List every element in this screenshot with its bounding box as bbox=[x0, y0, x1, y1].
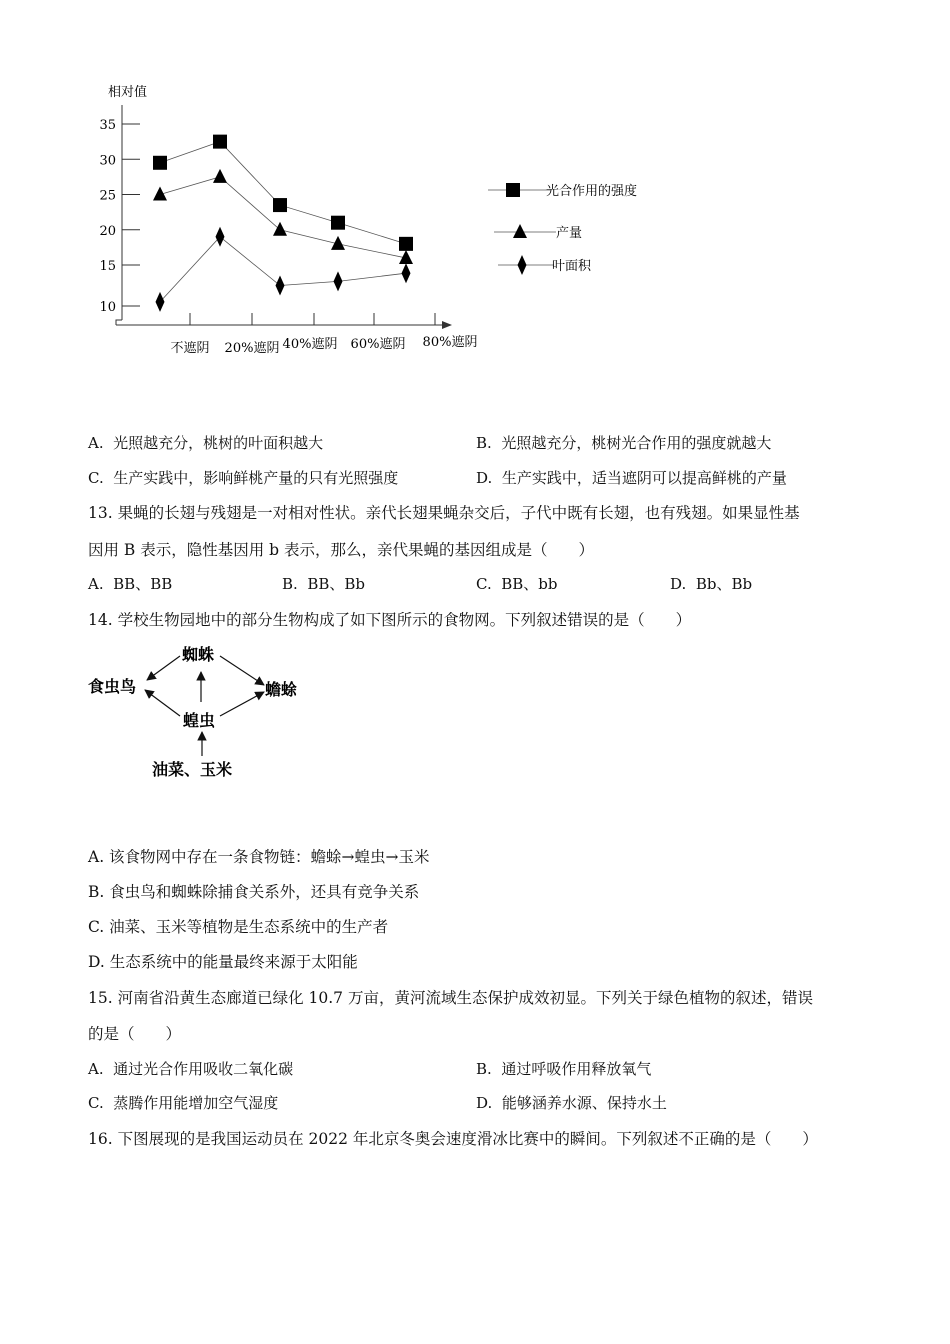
option-text: 生产实践中，适当遮阴可以提高鲜桃的产量 bbox=[501, 469, 787, 487]
legend-label: 光合作用的强度 bbox=[546, 184, 638, 199]
y-tick-label: 30 bbox=[99, 153, 116, 169]
axis-break bbox=[116, 320, 122, 325]
option-letter: D. bbox=[476, 1094, 493, 1112]
data-point-diamond bbox=[334, 271, 343, 291]
legend-marker-square bbox=[506, 183, 520, 197]
option-letter: B. bbox=[282, 575, 298, 593]
data-point-square bbox=[399, 237, 413, 251]
data-point-square bbox=[273, 198, 287, 212]
y-tick-label: 25 bbox=[99, 188, 116, 204]
q13-stem-line1: 13. 果蝇的长翅与残翅是一对相对性状。亲代长翅果蝇杂交后，子代中既有长翅，也有残翅。如果显性基 bbox=[88, 504, 800, 522]
q13-stem-line2: 因用 B 表示，隐性基因用 b 表示，那么，亲代果蝇的基因组成是（ ） bbox=[88, 541, 595, 559]
y-tick-label: 15 bbox=[99, 259, 116, 274]
option-text: 通过光合作用吸收二氧化碳 bbox=[113, 1060, 294, 1078]
series-line-2 bbox=[160, 237, 406, 302]
q15-stem-line1: 15. 河南省沿黄生态廊道已绿化 10.7 万亩，黄河流域生态保护成效初显。下列关于绿色植物的叙述，错误 bbox=[88, 989, 813, 1007]
legend-item bbox=[488, 183, 637, 199]
option-text: BB、BB bbox=[113, 575, 173, 593]
shading-line-chart bbox=[80, 75, 680, 375]
q14-option-c[interactable]: C. 油菜、玉米等植物是生态系统中的生产者 bbox=[88, 918, 389, 936]
q13-option-a[interactable] bbox=[88, 573, 172, 594]
data-point-diamond bbox=[156, 292, 165, 312]
data-point-diamond bbox=[402, 263, 411, 283]
q15-option-d[interactable] bbox=[476, 1092, 667, 1113]
option-letter: B. bbox=[476, 1060, 492, 1078]
data-point-diamond bbox=[216, 227, 225, 247]
option-letter: C. bbox=[88, 469, 104, 487]
node-locust: 蝗虫 bbox=[183, 711, 216, 730]
option-letter: A. bbox=[88, 575, 104, 593]
q15-option-c[interactable] bbox=[88, 1092, 278, 1113]
arrow-spider-to-toad bbox=[220, 656, 264, 685]
x-tick-label: 20%遮阴 bbox=[224, 341, 280, 356]
data-point-triangle bbox=[213, 169, 227, 183]
option-text: BB、bb bbox=[501, 575, 558, 593]
series-line-1 bbox=[160, 177, 406, 258]
q12-option-c[interactable] bbox=[88, 467, 398, 488]
data-point-triangle bbox=[153, 187, 167, 201]
arrow-locust-to-toad bbox=[220, 692, 264, 716]
legend-item bbox=[494, 224, 582, 241]
option-letter: B. bbox=[476, 434, 492, 452]
data-point-square bbox=[153, 156, 167, 170]
legend-label: 叶面积 bbox=[552, 259, 592, 274]
legend-item bbox=[498, 255, 592, 275]
q15-option-b[interactable] bbox=[476, 1058, 651, 1079]
option-text: Bb、Bb bbox=[695, 575, 753, 593]
q13-option-d[interactable] bbox=[670, 573, 752, 594]
option-text: 蒸腾作用能增加空气湿度 bbox=[113, 1094, 279, 1112]
q14-stem: 14. 学校生物园地中的部分生物构成了如下图所示的食物网。下列叙述错误的是（ ） bbox=[88, 611, 692, 629]
node-insectivorous-bird: 食虫鸟 bbox=[88, 677, 137, 696]
q15-option-a[interactable] bbox=[88, 1058, 293, 1079]
option-text: 通过呼吸作用释放氧气 bbox=[501, 1060, 652, 1078]
q12-option-b[interactable] bbox=[476, 432, 771, 453]
arrow-locust-to-bird bbox=[145, 690, 180, 716]
q12-option-a[interactable] bbox=[88, 432, 323, 453]
data-point-diamond bbox=[276, 276, 285, 296]
x-tick-label: 60%遮阴 bbox=[350, 337, 406, 352]
legend-marker-diamond bbox=[518, 255, 527, 275]
option-text: 光照越充分，桃树的叶面积越大 bbox=[113, 434, 324, 452]
option-letter: C. bbox=[476, 575, 492, 593]
q13-option-c[interactable] bbox=[476, 573, 558, 594]
q15-stem-line2: 的是（ ） bbox=[88, 1025, 182, 1043]
y-tick-label: 20 bbox=[99, 223, 116, 239]
data-point-square bbox=[213, 135, 227, 149]
node-toad: 蟾蜍 bbox=[265, 680, 298, 699]
node-rape-corn: 油菜、玉米 bbox=[152, 760, 233, 779]
option-letter: D. bbox=[476, 469, 493, 487]
data-point-triangle bbox=[273, 222, 287, 236]
y-tick-label: 10 bbox=[99, 300, 116, 315]
x-axis-arrow bbox=[442, 321, 452, 329]
arrow-spider-to-bird bbox=[147, 656, 180, 680]
q14-option-b[interactable]: B. 食虫鸟和蜘蛛除捕食关系外，还具有竞争关系 bbox=[88, 883, 420, 901]
option-text: BB、Bb bbox=[307, 575, 366, 593]
option-letter: C. bbox=[88, 1094, 104, 1112]
option-letter: A. bbox=[88, 434, 104, 452]
q14-option-d[interactable]: D. 生态系统中的能量最终来源于太阳能 bbox=[88, 953, 358, 971]
q12-option-d[interactable] bbox=[476, 467, 787, 488]
q14-option-a[interactable]: A. 该食物网中存在一条食物链：蟾蜍→蝗虫→玉米 bbox=[88, 848, 430, 866]
x-tick-label: 不遮阴 bbox=[170, 341, 210, 356]
y-tick-label: 35 bbox=[99, 118, 116, 133]
option-text: 光照越充分，桃树光合作用的强度就越大 bbox=[501, 434, 772, 452]
q16-stem: 16. 下图展现的是我国运动员在 2022 年北京冬奥会速度滑冰比赛中的瞬间。下列叙述不正确的是（ ） bbox=[88, 1130, 818, 1148]
food-web-diagram bbox=[80, 638, 320, 788]
x-tick-label: 80%遮阴 bbox=[422, 335, 478, 350]
node-spider: 蜘蛛 bbox=[182, 645, 215, 664]
option-text: 生产实践中，影响鲜桃产量的只有光照强度 bbox=[113, 469, 399, 487]
legend-marker-triangle bbox=[513, 224, 527, 238]
option-letter: A. bbox=[88, 1060, 104, 1078]
y-axis-label: 相对值 bbox=[108, 85, 148, 100]
legend-label: 产量 bbox=[556, 226, 583, 241]
x-tick-label: 40%遮阴 bbox=[282, 337, 338, 352]
option-letter: D. bbox=[670, 575, 687, 593]
q13-option-b[interactable] bbox=[282, 573, 365, 594]
data-point-square bbox=[331, 216, 345, 230]
option-text: 能够涵养水源、保持水土 bbox=[501, 1094, 667, 1112]
